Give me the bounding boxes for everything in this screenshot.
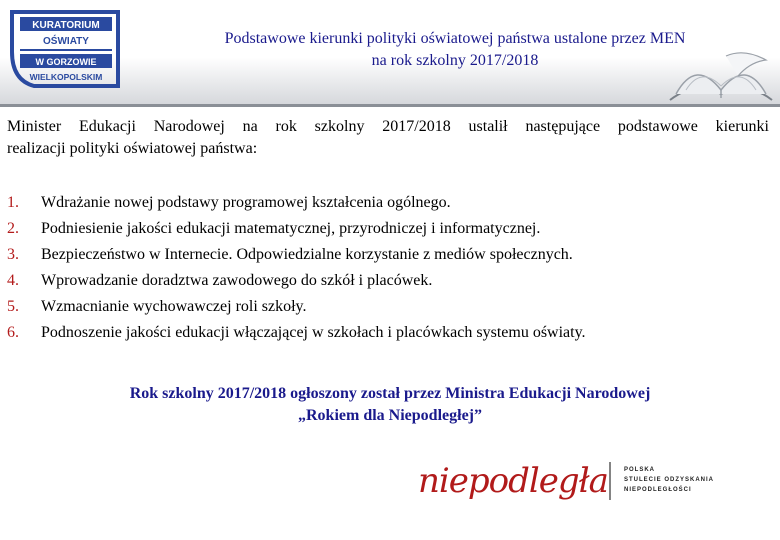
list-item-number: 4. bbox=[7, 272, 19, 289]
closing-line-1: Rok szkolny 2017/2018 ogłoszony został przez Ministra Edukacji Narodowej bbox=[129, 385, 651, 402]
list-item-text: Wprowadzanie doradztwa zawodowego do szkół i placówek. bbox=[41, 272, 433, 289]
directions-list bbox=[7, 190, 767, 346]
intro-paragraph bbox=[7, 116, 769, 160]
caption-line-2: STULECIE ODZYSKANIA bbox=[624, 477, 715, 483]
page-title-line-1: Podstawowe kierunki polityki oświatowej państwa ustalone przez MEN bbox=[224, 30, 686, 47]
list-item-number: 1. bbox=[7, 194, 19, 211]
header-divider bbox=[0, 104, 780, 107]
list-item-number: 2. bbox=[7, 220, 19, 237]
list-item bbox=[7, 294, 767, 320]
list-item-text: Wzmacnianie wychowawczej roli szkoły. bbox=[41, 298, 307, 315]
logo-line-1: KURATORIUM bbox=[32, 20, 100, 31]
open-book-icon bbox=[666, 50, 776, 104]
list-item bbox=[7, 320, 767, 346]
list-item-text: Wdrażanie nowej podstawy programowej kształcenia ogólnego. bbox=[41, 194, 451, 211]
closing-statement bbox=[60, 383, 720, 427]
niepodlegla-caption bbox=[624, 465, 714, 495]
list-item-number: 6. bbox=[7, 324, 19, 341]
intro-line-1: Minister Edukacji Narodowej na rok szkolny 2017/2018 ustalił następujące podstawowe kierunki bbox=[7, 118, 769, 135]
closing-line-2: „Rokiem dla Niepodległej” bbox=[298, 407, 482, 424]
kuratorium-logo-icon bbox=[4, 6, 126, 90]
logo-line-4: WIELKOPOLSKIM bbox=[29, 72, 103, 82]
list-item-number: 5. bbox=[7, 298, 19, 315]
list-item-text: Podniesienie jakości edukacji matematycznej, przyrodniczej i informatycznej. bbox=[41, 220, 541, 237]
list-item-number: 3. bbox=[7, 246, 19, 263]
list-item bbox=[7, 216, 767, 242]
page-title-line-2: na rok szkolny 2017/2018 bbox=[371, 52, 539, 69]
list-item-text: Bezpieczeństwo w Internecie. Odpowiedzialne korzystanie z mediów społecznych. bbox=[41, 246, 573, 263]
list-item-text: Podnoszenie jakości edukacji włączającej w szkołach i placówkach systemu oświaty. bbox=[41, 324, 586, 341]
logo-line-3: W GORZOWIE bbox=[35, 57, 97, 67]
list-item bbox=[7, 268, 767, 294]
logo-line-2: OŚWIATY bbox=[43, 36, 89, 47]
caption-line-1: POLSKA bbox=[624, 467, 656, 473]
list-item bbox=[7, 190, 767, 216]
caption-line-3: NIEPODLEGŁOŚCI bbox=[624, 487, 692, 493]
list-item bbox=[7, 242, 767, 268]
intro-line-2: realizacji polityki oświatowej państwa: bbox=[7, 140, 258, 157]
header-banner bbox=[0, 0, 780, 104]
niepodlegla-script: niepodległa bbox=[418, 461, 608, 501]
